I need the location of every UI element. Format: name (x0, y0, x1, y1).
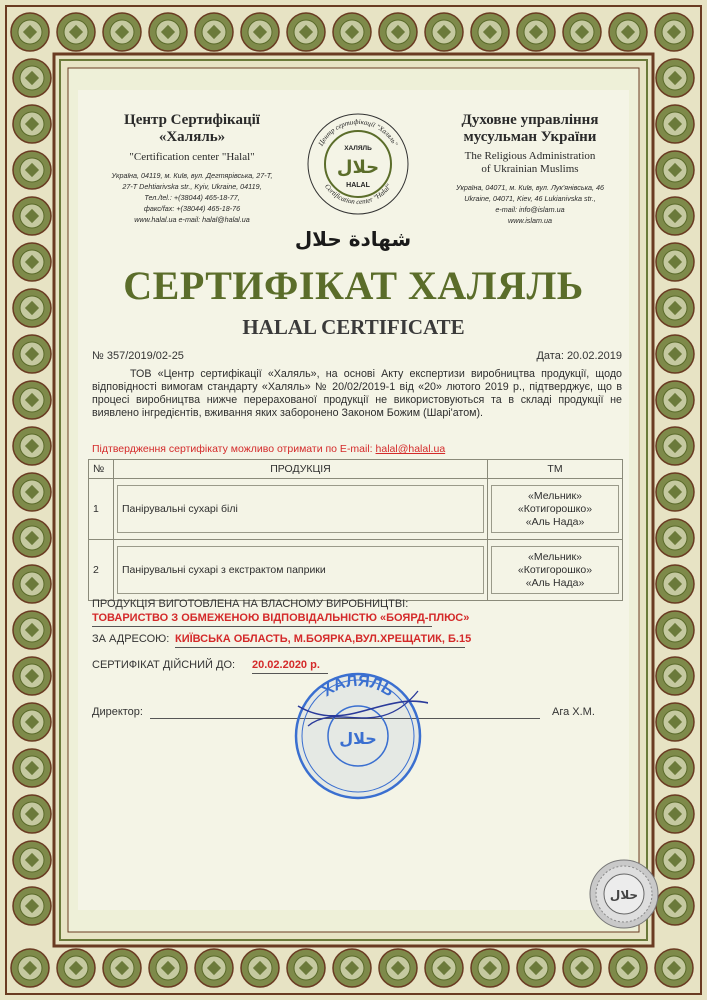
address-value: КИЇВСЬКА ОБЛАСТЬ, М.БОЯРКА,ВУЛ.ХРЕЩАТИК, Б.15 (175, 633, 472, 645)
row-trademark-cell (488, 540, 623, 601)
issuer-address-1: Україна, 04119, м. Київ, вул. Дегтярівська, 27-Т, (111, 171, 273, 180)
manufacturer-underline (92, 626, 432, 627)
hologram-seal (588, 858, 660, 930)
table-header-row (89, 460, 623, 479)
row-product-cell (114, 540, 488, 601)
issuer-web-email: www.halal.ua e-mail: halal@halal.ua (134, 215, 250, 224)
issuer-name-line1: Центр Сертифікації (124, 112, 260, 128)
trademark-2: «Котигорошко» (517, 502, 593, 515)
director-label: Директор: (92, 706, 143, 718)
products-table (88, 459, 623, 601)
issuer-name-line2: «Халяль» (158, 129, 226, 145)
authority-email: e-mail: info@islam.ua (495, 205, 565, 214)
certificate-date: Дата: 20.02.2019 (536, 350, 622, 362)
row-product-cell (114, 479, 488, 540)
trademark-2: «Котигорошко» (517, 563, 593, 576)
trademark-3: «Аль Нада» (525, 515, 585, 528)
logo-brand-cyrillic: ХАЛЯЛЬ (344, 145, 372, 152)
logo-bottom-text: Certification center "Halal" (322, 182, 394, 207)
confirmation-note (92, 443, 622, 455)
valid-until-label: СЕРТИФІКАТ ДІЙСНИЙ ДО: (92, 659, 236, 671)
row-trademarks (491, 546, 619, 594)
stamp-text: ХАЛЯЛЬ (319, 672, 397, 701)
certificate-number: № 357/2019/02-25 (92, 350, 184, 362)
halal-logo (306, 112, 410, 216)
row-trademark-cell (488, 479, 623, 540)
row-product: Панірувальні сухарі з екстрактом паприки (117, 546, 484, 594)
logo-brand-latin: HALAL (346, 182, 370, 189)
row-number: 2 (89, 540, 114, 601)
issuer-header (92, 112, 292, 225)
header-product: ПРОДУКЦІЯ (114, 460, 488, 479)
authority-web: www.islam.ua (508, 216, 552, 225)
seal-mark: حلال (609, 888, 639, 902)
logo-brand-arabic: حلال (336, 157, 380, 178)
authority-address-1: Україна, 04071, м. Київ, вул. Лук'янівська, 46 (455, 183, 605, 192)
authority-name-line2: мусульман України (463, 129, 597, 145)
table-row (89, 479, 623, 540)
stamp-arabic-mark: حلال (339, 729, 377, 748)
manufacturer-label: ПРОДУКЦІЯ ВИГОТОВЛЕНА НА ВЛАСНОМУ ВИРОБНИЦТВІ: (92, 598, 409, 610)
trademark-3: «Аль Нада» (525, 576, 585, 589)
header-number: № (89, 460, 114, 479)
trademark-1: «Мельник» (528, 550, 582, 563)
manufacturer-name: ТОВАРИСТВО З ОБМЕЖЕНОЮ ВІДПОВІДАЛЬНІСТЮ «БОЯРД-ПЛЮС» (92, 612, 470, 624)
address-label: ЗА АДРЕСОЮ: (92, 633, 170, 645)
issuer-address-2: 27-T Dehtiarivska str., Kyiv, Ukraine, 04119, (122, 182, 262, 191)
row-trademarks (491, 485, 619, 533)
authority-name-line1: Духовне управління (461, 112, 599, 128)
table-row (89, 540, 623, 601)
authority-header (430, 112, 630, 226)
authority-address-2: Ukraine, 04071, Kiev, 46 Lukianivska str., (464, 194, 596, 203)
issuer-phone: Тел./tel.: +(38044) 465-18-77, (144, 193, 240, 202)
issuer-fax: факс/fax: +(38044) 465-18-76 (143, 204, 241, 213)
arabic-title: شهادة حلال (294, 227, 412, 251)
header-trademark: ТМ (488, 460, 623, 479)
issuer-name-en: "Certification center "Halal" (129, 151, 255, 163)
row-product: Панірувальні сухарі білі (117, 485, 484, 533)
authority-name-en-1: The Religious Administration (464, 150, 596, 162)
row-number: 1 (89, 479, 114, 540)
logo-top-text: Центр сертифікації "Халяль" (316, 117, 400, 148)
certificate-subtitle: HALAL CERTIFICATE (242, 315, 465, 339)
address-underline (175, 647, 465, 648)
director-name: Ага Х.М. (552, 706, 595, 718)
valid-until-value: 20.02.2020 р. (252, 659, 320, 671)
certificate-body-text: ТОВ «Центр сертифікації «Халяль», на основі Акту експертизи виробництва продукції, щодо відповідності вимогам стандарту «Халяль» № 20/02/2019-1 від «20» лютого 2019 р., підтверджує, що в процесі виробництва нижче перерахованої продукції не використовуються та в складі продукції не виявлено інгредієнтів, вживання яких заборонено Законом Божим (Шарі'атом). (92, 368, 622, 419)
confirmation-text: Підтвердження сертифікату можливо отримати по E-mail: (92, 443, 376, 455)
confirmation-email-link[interactable]: halal@halal.ua (375, 443, 446, 455)
official-stamp (288, 666, 428, 806)
authority-name-en-2: of Ukrainian Muslims (481, 163, 579, 175)
trademark-1: «Мельник» (528, 489, 582, 502)
certificate-title: СЕРТИФІКАТ ХАЛЯЛЬ (123, 263, 584, 308)
